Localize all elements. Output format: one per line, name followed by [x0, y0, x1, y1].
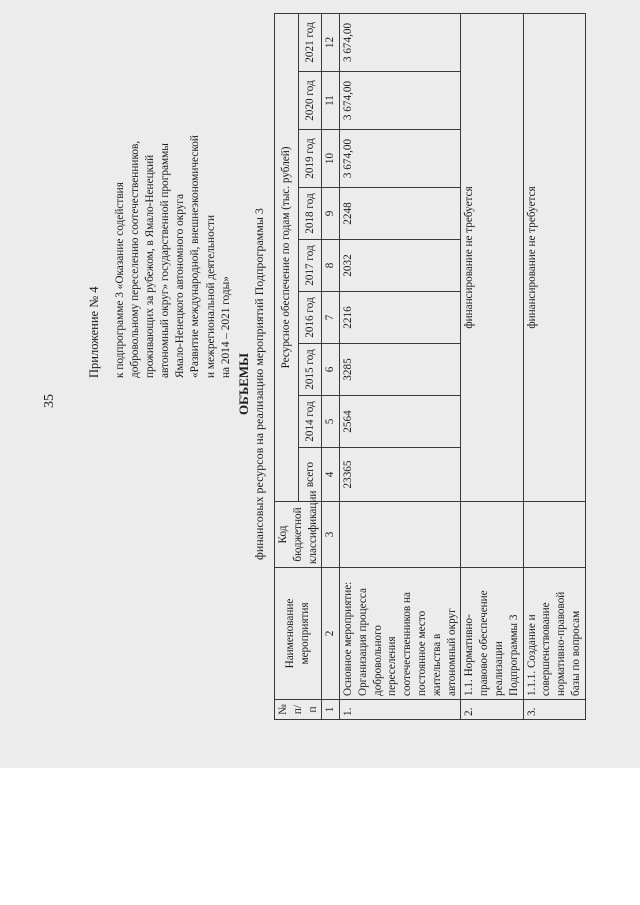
- document-title: ОБЪЕМЫ: [236, 353, 251, 415]
- row-num: 1.: [340, 700, 461, 720]
- row-note: финансирование не требуется: [523, 13, 585, 501]
- column-number: 12: [322, 13, 340, 71]
- column-number: 9: [322, 188, 340, 240]
- header-resource-group: Ресурсное обеспечение по годам (тыс. рублей): [275, 13, 299, 501]
- column-number: 7: [322, 292, 340, 344]
- row-name: Основное мероприятие: Организация процесса добровольного переселения соотечественников на постоянное место жительства в автономный округ: [340, 568, 461, 700]
- header-name: Наименование мероприятия: [275, 568, 322, 700]
- row-value: 2032: [340, 240, 461, 292]
- appendix-title: Приложение № 4: [87, 286, 101, 378]
- table-row: [523, 13, 585, 719]
- page-number: 35: [42, 394, 57, 408]
- header-num: № п/п: [275, 700, 322, 720]
- header-year: 2020 год: [298, 72, 322, 130]
- header-year: всего: [298, 448, 322, 502]
- row-value: 3 674,00: [340, 72, 461, 130]
- row-name: 1.1. Нормативно- правовое обеспечение реализации Подпрограммы 3: [461, 568, 523, 700]
- table-row: [461, 13, 523, 719]
- header-year: 2017 год: [298, 240, 322, 292]
- header-year: 2019 год: [298, 130, 322, 188]
- row-value: 3 674,00: [340, 130, 461, 188]
- funding-table: [274, 13, 586, 720]
- column-number: 3: [322, 502, 340, 568]
- row-code: [340, 502, 461, 568]
- row-value: 23365: [340, 448, 461, 502]
- header-year: 2016 год: [298, 292, 322, 344]
- column-number: 8: [322, 240, 340, 292]
- column-number-row: [322, 13, 340, 719]
- header-year: 2021 год: [298, 13, 322, 71]
- header-year: 2014 год: [298, 396, 322, 448]
- appendix-text: к подпрограмме 3 «Оказание содействия добровольному переселению соотечественников, проживающих за рубежом, в Ямало-Ненецкий автономный округ» государственной программы Ямало-Ненецкого автономного округа «Развитие международной, внешнеэкономической и межрегиональной деятельности на 2014 – 2021 годы»: [113, 135, 232, 378]
- column-number: 2: [322, 568, 340, 700]
- column-number: 10: [322, 130, 340, 188]
- row-value: 3285: [340, 344, 461, 396]
- row-value: 2564: [340, 396, 461, 448]
- row-num: 2.: [461, 700, 523, 720]
- column-number: 4: [322, 448, 340, 502]
- row-name: 1.1.1. Создание и совершенствование нормативно-правовой базы по вопросам: [523, 568, 585, 700]
- appendix-block: [86, 18, 234, 378]
- row-value: 3 674,00: [340, 13, 461, 71]
- table-row: [340, 13, 461, 719]
- row-num: 3.: [523, 700, 585, 720]
- header-year: 2015 год: [298, 344, 322, 396]
- header-row-1: [275, 13, 299, 719]
- row-value: 2216: [340, 292, 461, 344]
- document-subtitle: финансовых ресурсов на реализацию мероприятий Подпрограммы 3: [252, 208, 266, 560]
- header-year: 2018 год: [298, 188, 322, 240]
- column-number: 1: [322, 700, 340, 720]
- row-value: 2248: [340, 188, 461, 240]
- row-code: [523, 502, 585, 568]
- header-code: Код бюджетной классификации: [275, 502, 322, 568]
- row-code: [461, 502, 523, 568]
- column-number: 5: [322, 396, 340, 448]
- row-note: финансирование не требуется: [461, 13, 523, 501]
- column-number: 6: [322, 344, 340, 396]
- column-number: 11: [322, 72, 340, 130]
